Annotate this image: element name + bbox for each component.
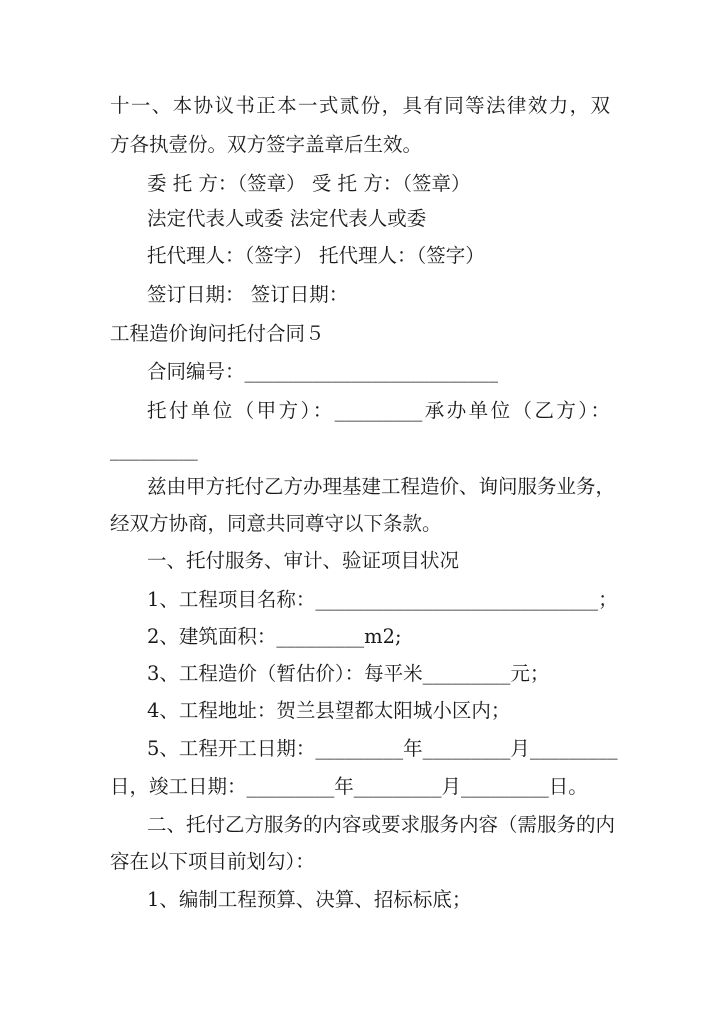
- section-1-item-2: 2、建筑面积：_________m2;: [147, 625, 402, 648]
- section-1-item-4: 4、工程地址：贺兰县望都太阳城小区内；: [147, 699, 511, 722]
- contract-number: 合同编号：__________________________: [147, 360, 499, 383]
- section-1-item-3: 3、工程造价（暂估价）：每平米_________元；: [147, 662, 550, 685]
- clause-11-line-1: 十一、本协议书正本一式贰份，具有同等法律效力，双: [110, 94, 610, 117]
- seal-line: 委 托 方：（签章） 受 托 方：（签章）: [147, 172, 471, 195]
- date-line: 签订日期： 签订日期：: [147, 283, 349, 306]
- intro-line-1: 兹由甲方托付乙方办理基建工程造价、询问服务业务，: [147, 475, 616, 498]
- representative-line: 法定代表人或委 法定代表人或委: [147, 207, 427, 230]
- clause-11-line-2: 方各执壹份。双方签字盖章后生效。: [110, 133, 423, 156]
- contract-title: 工程造价询问托付合同５: [110, 322, 325, 345]
- section-2-heading-line-2: 容在以下项目前划勾）：: [110, 850, 315, 873]
- parties-line-1: 托付单位（甲方）：_________承办单位（乙方）：: [147, 399, 610, 422]
- agent-line: 托代理人：（签字） 托代理人：（签字）: [147, 244, 485, 267]
- section-2-heading-line-1: 二、托付乙方服务的内容或要求服务内容（需服务的内: [147, 813, 616, 836]
- intro-line-2: 经双方协商，同意共同尊守以下条款。: [110, 512, 442, 535]
- section-2-item-1: 1、编制工程预算、决算、招标标底；: [147, 888, 472, 911]
- parties-line-2: _________: [110, 438, 198, 461]
- section-1-item-1: 1、工程项目名称：_____________________________；: [147, 588, 618, 611]
- section-1-item-5-line-2: 日，竣工日期：_________年_________月_________日。: [110, 775, 588, 798]
- section-1-heading: 一、托付服务、审计、验证项目状况: [147, 549, 460, 572]
- section-1-item-5-line-1: 5、工程开工日期：_________年_________月_________: [147, 737, 618, 760]
